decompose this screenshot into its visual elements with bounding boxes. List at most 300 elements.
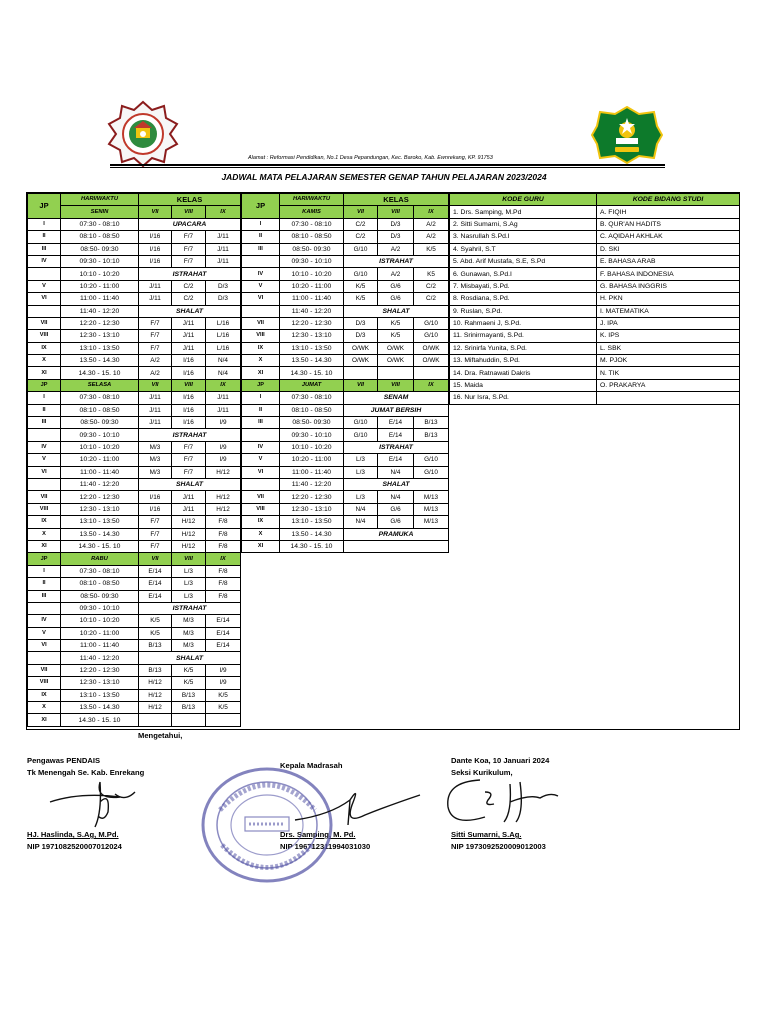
schedule-row: [28, 441, 241, 453]
day-header-row: [242, 379, 449, 391]
class-ix-header: IX: [414, 206, 449, 218]
period-number: VI: [28, 293, 61, 305]
subject-code: N. TIK: [597, 367, 740, 379]
activity-label: UPACARA: [139, 218, 241, 230]
subject-code: K. IPS: [597, 330, 740, 342]
schedule-row: [28, 615, 241, 627]
teacher-code: 14. Dra. Ratnawati Dakris: [450, 367, 597, 379]
schedule-row: [28, 516, 241, 528]
teacher-code: 13. Miftahuddin, S.Pd.: [450, 355, 597, 367]
period-number: VIII: [28, 330, 61, 342]
class-viii-cell: H/12: [172, 516, 206, 528]
kelas-header: KELAS: [139, 194, 241, 206]
period-number: [28, 429, 61, 441]
time-slot: 13.50 - 14.30: [280, 355, 344, 367]
class-viii-cell: M/3: [172, 615, 206, 627]
schedule-row: [28, 578, 241, 590]
header-row: [28, 194, 241, 206]
time-slot: 11:40 - 12:20: [61, 305, 139, 317]
schedule-row: [242, 293, 449, 305]
period-number: X: [28, 355, 61, 367]
class-viii-cell: K/5: [378, 330, 414, 342]
subject-code: J. IPA: [597, 317, 740, 329]
schedule-row: [242, 367, 449, 379]
class-ix-cell: M/13: [414, 516, 449, 528]
class-viii-cell: B/13: [172, 702, 206, 714]
subject-code: O. PRAKARYA: [597, 379, 740, 391]
class-viii-cell: C/2: [172, 293, 206, 305]
time-slot: 13.50 - 14.30: [280, 528, 344, 540]
subject-code: L. SBK: [597, 342, 740, 354]
class-viii-cell: G/6: [378, 503, 414, 515]
class-ix-cell: L/16: [206, 317, 241, 329]
period-number: XI: [28, 540, 61, 552]
class-ix-cell: K5: [414, 268, 449, 280]
period-number: [28, 478, 61, 490]
schedule-row: [242, 441, 449, 453]
teacher-code: 16. Nur Isra, S.Pd.: [450, 392, 597, 404]
class-vii-cell: N/4: [344, 503, 378, 515]
kode-guru-header: KODE GURU: [450, 194, 597, 206]
subject-code: H. PKN: [597, 293, 740, 305]
activity-label: JUMAT BERSIH: [344, 404, 449, 416]
period-number: II: [28, 231, 61, 243]
class-vii-header: VII: [139, 206, 172, 218]
time-slot: 13:10 - 13:50: [61, 689, 139, 701]
class-vii-cell: I/16: [139, 491, 172, 503]
time-slot: 12:20 - 12:30: [61, 317, 139, 329]
time-slot: 11:40 - 12:20: [280, 305, 344, 317]
time-slot: 08:50- 09:30: [61, 590, 139, 602]
period-number: IV: [242, 441, 280, 453]
time-slot: 11:40 - 12:20: [280, 478, 344, 490]
schedule-table-left: [27, 193, 241, 727]
class-viii-header: VIII: [172, 553, 206, 565]
hari-waktu-header: HARI/WAKTU: [280, 194, 344, 206]
schedule-row: [242, 454, 449, 466]
activity-label: PRAMUKA: [344, 528, 449, 540]
class-ix-cell: M/13: [414, 503, 449, 515]
schedule-row: [28, 627, 241, 639]
time-slot: 13:10 - 13:50: [280, 516, 344, 528]
schedule-row: [28, 478, 241, 490]
class-ix-cell: E/14: [206, 627, 241, 639]
class-viii-header: VIII: [378, 379, 414, 391]
class-ix-cell: F/8: [206, 540, 241, 552]
empty-cell: [597, 392, 740, 404]
period-number: III: [28, 243, 61, 255]
class-vii-header: VII: [344, 206, 378, 218]
teacher-code: 15. Maida: [450, 379, 597, 391]
time-slot: 10:10 - 10:20: [61, 615, 139, 627]
time-slot: 13:10 - 13:50: [280, 342, 344, 354]
class-vii-cell: G/10: [344, 417, 378, 429]
schedule-row: [28, 454, 241, 466]
class-ix-cell: D/3: [206, 280, 241, 292]
teacher-code: 9. Ruslan, S.Pd.: [450, 305, 597, 317]
period-number: II: [28, 404, 61, 416]
class-viii-cell: F/7: [172, 454, 206, 466]
time-slot: 08:10 - 08:50: [61, 231, 139, 243]
schedule-row: [28, 317, 241, 329]
period-number: IV: [28, 615, 61, 627]
time-slot: 11:00 - 11:40: [280, 466, 344, 478]
time-slot: 14.30 - 15. 10: [280, 540, 344, 552]
subject-code: G. BAHASA INGGRIS: [597, 280, 740, 292]
period-number: IX: [28, 689, 61, 701]
schedule-row: [28, 218, 241, 230]
schedule-row: [242, 528, 449, 540]
schedule-row: [28, 342, 241, 354]
period-number: [242, 305, 280, 317]
class-vii-cell: F/7: [139, 528, 172, 540]
period-number: IV: [28, 255, 61, 267]
period-number: IV: [28, 441, 61, 453]
class-vii-cell: F/7: [139, 540, 172, 552]
class-ix-cell: G/10: [414, 466, 449, 478]
time-slot: 07:30 - 08:10: [61, 218, 139, 230]
day-name-rabu: RABU: [61, 553, 139, 565]
class-ix-header: IX: [206, 379, 241, 391]
teacher-code: 6. Gunawan, S.Pd.I: [450, 268, 597, 280]
class-vii-cell: M/3: [139, 441, 172, 453]
period-number: III: [242, 243, 280, 255]
schedule-row: [242, 330, 449, 342]
period-number: VI: [242, 293, 280, 305]
jp-header: JP: [242, 194, 280, 219]
class-ix-cell: [414, 367, 449, 379]
schedule-row: [28, 466, 241, 478]
class-viii-cell: I/16: [172, 392, 206, 404]
schedule-row: [28, 305, 241, 317]
class-viii-cell: E/14: [378, 454, 414, 466]
time-slot: 08:10 - 08:50: [61, 404, 139, 416]
schedule-row: [28, 602, 241, 614]
principal-nip: NIP 196712311994031030: [280, 842, 371, 851]
class-vii-cell: L/3: [344, 466, 378, 478]
schedule-row: [28, 640, 241, 652]
time-slot: 08:50- 09:30: [61, 243, 139, 255]
time-slot: 08:10 - 08:50: [280, 231, 344, 243]
subject-code: C. AQIDAH AKHLAK: [597, 231, 740, 243]
class-vii-cell: F/7: [139, 516, 172, 528]
class-viii-header: VIII: [172, 379, 206, 391]
class-vii-header: VII: [139, 553, 172, 565]
kelas-header: KELAS: [344, 194, 449, 206]
activity-label: ISTRAHAT: [139, 268, 241, 280]
class-ix-cell: I/9: [206, 441, 241, 453]
class-ix-cell: L/16: [206, 330, 241, 342]
time-slot: 11:00 - 11:40: [61, 640, 139, 652]
schedule-row: [28, 367, 241, 379]
schedule-row: [242, 243, 449, 255]
time-slot: 14.30 - 15. 10: [61, 540, 139, 552]
period-number: X: [242, 528, 280, 540]
acknowledgement-label: Mengetahui,: [138, 731, 183, 740]
schedule-row: [28, 429, 241, 441]
class-ix-cell: B/13: [414, 417, 449, 429]
period-number: [28, 305, 61, 317]
class-vii-cell: C/2: [344, 231, 378, 243]
time-slot: 13.50 - 14.30: [61, 355, 139, 367]
class-vii-header: VII: [344, 379, 378, 391]
class-ix-header: IX: [206, 206, 241, 218]
class-vii-cell: C/2: [344, 218, 378, 230]
class-ix-cell: J/11: [206, 231, 241, 243]
schedule-table-middle: [241, 193, 449, 553]
period-number: V: [242, 454, 280, 466]
time-slot: 10:20 - 11:00: [280, 454, 344, 466]
period-number: XI: [242, 540, 280, 552]
class-ix-cell: J/11: [206, 243, 241, 255]
code-row: [450, 305, 740, 317]
time-slot: 12:30 - 13:10: [61, 677, 139, 689]
period-number: IX: [28, 516, 61, 528]
code-row: [450, 293, 740, 305]
class-viii-cell: L/3: [172, 565, 206, 577]
time-slot: 12:20 - 12:30: [280, 491, 344, 503]
class-vii-cell: K/5: [139, 615, 172, 627]
schedule-row: [242, 355, 449, 367]
class-vii-cell: H/12: [139, 677, 172, 689]
class-vii-cell: D/3: [344, 317, 378, 329]
class-viii-cell: D/3: [378, 218, 414, 230]
period-number: VIII: [28, 677, 61, 689]
class-viii-cell: H/12: [172, 528, 206, 540]
schedule-row: [28, 330, 241, 342]
class-vii-cell: [139, 714, 172, 726]
schedule-row: [28, 528, 241, 540]
class-viii-cell: C/2: [172, 280, 206, 292]
schedule-row: [242, 478, 449, 490]
class-ix-cell: I/9: [206, 664, 241, 676]
curriculum-nip: NIP 197309252000901200​3: [451, 842, 546, 851]
schedule-row: [242, 417, 449, 429]
schedule-row: [28, 243, 241, 255]
class-ix-cell: C/2: [414, 280, 449, 292]
class-vii-cell: G/10: [344, 429, 378, 441]
class-vii-cell: B/13: [139, 640, 172, 652]
class-viii-cell: K/5: [172, 664, 206, 676]
time-slot: 07:30 - 08:10: [280, 392, 344, 404]
schedule-row: [28, 540, 241, 552]
class-ix-cell: L/16: [206, 342, 241, 354]
time-slot: 08:50- 09:30: [61, 417, 139, 429]
time-slot: 08:50- 09:30: [280, 243, 344, 255]
schedule-row: [28, 565, 241, 577]
time-slot: 12:30 - 13:10: [280, 503, 344, 515]
teacher-code: 10. Rahmaeni J, S.Pd.: [450, 317, 597, 329]
code-row: [450, 355, 740, 367]
period-number: XI: [28, 367, 61, 379]
period-number: [242, 429, 280, 441]
period-number: III: [242, 417, 280, 429]
class-vii-cell: I/16: [139, 255, 172, 267]
curriculum-title: Seksi Kurikulum,: [451, 768, 513, 777]
schedule-row: [242, 255, 449, 267]
class-ix-cell: F/8: [206, 578, 241, 590]
class-viii-cell: J/11: [172, 491, 206, 503]
class-vii-cell: J/11: [139, 280, 172, 292]
period-number: II: [242, 404, 280, 416]
subject-code: E. BAHASA ARAB: [597, 255, 740, 267]
schedule-row: [28, 677, 241, 689]
teacher-code: 7. Misbayati, S.Pd.: [450, 280, 597, 292]
class-viii-cell: I/16: [172, 404, 206, 416]
period-number: [242, 255, 280, 267]
schedule-row: [28, 702, 241, 714]
supervisor-unit: Tk Menengah Se. Kab. Enrekang: [27, 768, 145, 777]
subject-code: F. BAHASA INDONESIA: [597, 268, 740, 280]
period-number: I: [242, 218, 280, 230]
period-number: [242, 478, 280, 490]
period-number: [28, 268, 61, 280]
code-row: [450, 255, 740, 267]
activity-label: ISTRAHAT: [139, 429, 241, 441]
class-viii-header: VIII: [172, 206, 206, 218]
teacher-code: 4. Syahril, S.T: [450, 243, 597, 255]
class-vii-cell: J/11: [139, 417, 172, 429]
code-row: [450, 392, 740, 404]
class-vii-cell: E/14: [139, 590, 172, 602]
class-vii-cell: K/5: [344, 293, 378, 305]
schedule-row: [28, 404, 241, 416]
schedule-row: [242, 516, 449, 528]
period-number: VIII: [28, 503, 61, 515]
subject-code: A. FIQIH: [597, 206, 740, 218]
schedule-row: [28, 689, 241, 701]
supervisor-nip: NIP 197108252000701202​4: [27, 842, 122, 851]
schedule-row: [28, 231, 241, 243]
class-ix-cell: K/5: [206, 702, 241, 714]
period-number: IX: [242, 342, 280, 354]
class-vii-cell: G/10: [344, 268, 378, 280]
class-vii-cell: I/16: [139, 503, 172, 515]
period-number: VII: [28, 664, 61, 676]
class-ix-cell: E/14: [206, 640, 241, 652]
activity-label: SHALAT: [344, 478, 449, 490]
school-emblem-logo: [106, 100, 180, 168]
schedule-row: [28, 714, 241, 726]
class-viii-cell: A/2: [378, 268, 414, 280]
schedule-row: [242, 466, 449, 478]
schedule-row: [28, 503, 241, 515]
schedule-row: [242, 404, 449, 416]
schedule-row: [28, 664, 241, 676]
period-number: III: [28, 417, 61, 429]
activity-label: ISTRAHAT: [139, 602, 241, 614]
jp-header: JP: [242, 379, 280, 391]
class-viii-cell: K/5: [378, 317, 414, 329]
curriculum-name: Sitti Sumarni, S.Ag.: [451, 830, 522, 839]
class-ix-cell: F/8: [206, 590, 241, 602]
time-slot: 10:20 - 11:00: [61, 280, 139, 292]
class-ix-cell: I/9: [206, 417, 241, 429]
period-number: VIII: [242, 503, 280, 515]
schedule-row: [28, 491, 241, 503]
schedule-row: [28, 280, 241, 292]
class-ix-cell: F/8: [206, 565, 241, 577]
class-vii-cell: D/3: [344, 330, 378, 342]
schedule-row: [28, 652, 241, 664]
class-viii-cell: L/3: [172, 590, 206, 602]
header-rule-top: [110, 164, 665, 166]
subject-code: M. PJOK: [597, 355, 740, 367]
class-ix-cell: O/WK: [414, 355, 449, 367]
teacher-code: 2. Sitti Sumarni, S.Ag: [450, 218, 597, 230]
document-title: JADWAL MATA PELAJARAN SEMESTER GENAP TAHUN PELAJARAN 2023/2024: [221, 172, 547, 182]
code-row: [450, 342, 740, 354]
class-ix-cell: C/2: [414, 293, 449, 305]
time-slot: 14.30 - 15. 10: [61, 714, 139, 726]
schedule-row: [28, 417, 241, 429]
time-slot: 07:30 - 08:10: [61, 392, 139, 404]
period-number: IX: [242, 516, 280, 528]
class-ix-cell: F/8: [206, 516, 241, 528]
class-ix-cell: G/10: [414, 454, 449, 466]
period-number: VIII: [242, 330, 280, 342]
class-viii-cell: H/12: [172, 540, 206, 552]
time-slot: 14.30 - 15. 10: [280, 367, 344, 379]
header-row: [242, 194, 449, 206]
code-row: [450, 268, 740, 280]
schedule-row: [242, 392, 449, 404]
teacher-code: 1. Drs. Samping, M.Pd: [450, 206, 597, 218]
schedule-row: [28, 268, 241, 280]
class-viii-cell: E/14: [378, 417, 414, 429]
period-number: I: [28, 565, 61, 577]
class-vii-cell: B/13: [139, 664, 172, 676]
class-ix-cell: A/2: [414, 218, 449, 230]
time-slot: 09:30 - 10:10: [61, 602, 139, 614]
period-number: X: [242, 355, 280, 367]
class-viii-cell: K/5: [172, 677, 206, 689]
schedule-row: [242, 231, 449, 243]
time-slot: 09:30 - 10:10: [280, 429, 344, 441]
class-vii-cell: F/7: [139, 342, 172, 354]
class-viii-cell: J/11: [172, 342, 206, 354]
schedule-row: [242, 218, 449, 230]
class-ix-cell: K/5: [206, 689, 241, 701]
activity-label: SHALAT: [139, 478, 241, 490]
schedule-row: [242, 491, 449, 503]
teacher-code: 11. Srinirmayanti, S.Pd.: [450, 330, 597, 342]
class-ix-header: IX: [206, 553, 241, 565]
schedule-row: [242, 429, 449, 441]
period-number: VII: [242, 491, 280, 503]
class-viii-cell: M/3: [172, 640, 206, 652]
class-vii-cell: H/12: [139, 702, 172, 714]
ministry-emblem-logo: [591, 106, 663, 164]
time-slot: 13:10 - 13:50: [61, 516, 139, 528]
time-slot: 11:00 - 11:40: [61, 466, 139, 478]
activity-label: SHALAT: [139, 652, 241, 664]
class-viii-cell: I/16: [172, 417, 206, 429]
period-number: V: [28, 280, 61, 292]
class-ix-cell: J/11: [206, 404, 241, 416]
activity-label: ISTRAHAT: [344, 441, 449, 453]
period-number: VI: [28, 466, 61, 478]
code-row: [450, 243, 740, 255]
class-vii-cell: L/3: [344, 454, 378, 466]
schedule-row: [242, 503, 449, 515]
period-number: I: [28, 218, 61, 230]
activity-label: SHALAT: [344, 305, 449, 317]
time-slot: 11:40 - 12:20: [61, 652, 139, 664]
activity-label: ISTRAHAT: [344, 255, 449, 267]
class-viii-cell: J/11: [172, 330, 206, 342]
code-row: [450, 330, 740, 342]
